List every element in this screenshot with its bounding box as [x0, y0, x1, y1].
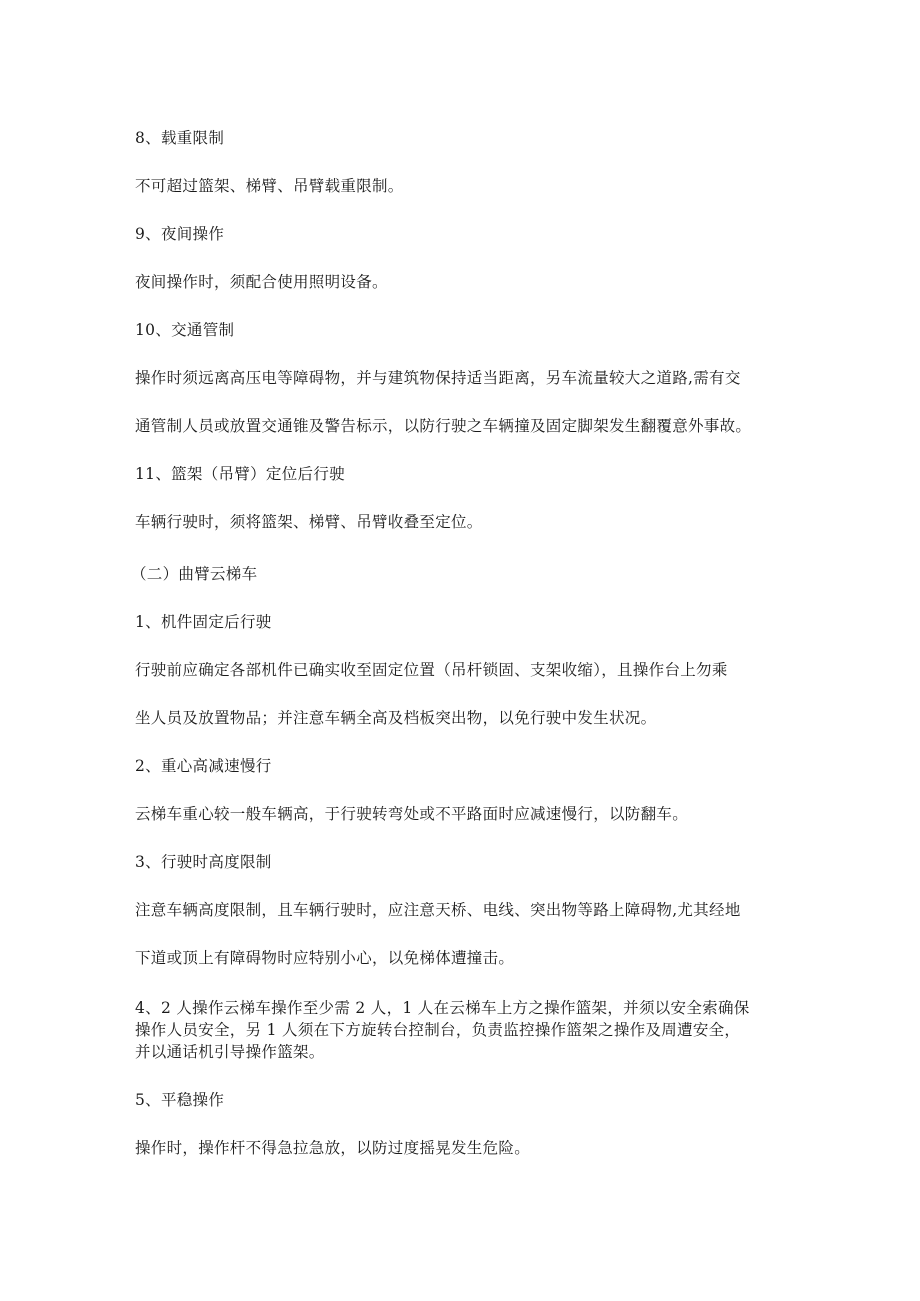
text-night-operation: 夜间操作时，须配合使用照明设备。 — [135, 273, 388, 291]
text-smooth-operation: 操作时，操作杆不得急拉急放，以防过度摇晃发生危险。 — [135, 1139, 531, 1157]
heading-smooth-operation: 5、平稳操作 — [135, 1091, 225, 1109]
heading-slow-driving: 2、重心高减速慢行 — [135, 757, 272, 775]
text-fixed-parts-line1: 行驶前应确定各部机件已确实收至固定位置（吊杆锁固、支架收缩），且操作台上勿乘 — [135, 661, 728, 679]
text-height-limit-line2: 下道或顶上有障碍物时应特别小心，以免梯体遭撞击。 — [135, 949, 515, 967]
section-heading-articulated-ladder: （二）曲臂云梯车 — [131, 565, 258, 583]
heading-traffic-control: 10、交通管制 — [135, 321, 235, 339]
text-basket-positioning: 车辆行驶时，须将篮架、梯臂、吊臂收叠至定位。 — [135, 513, 483, 531]
text-two-operators-line1: 4、2 人操作云梯车操作至少需 2 人，1 人在云梯车上方之操作篮架，并须以安全索确保 — [135, 999, 750, 1017]
text-two-operators-line3: 并以通话机引导操作篮架。 — [135, 1043, 325, 1061]
text-slow-driving: 云梯车重心较一般车辆高，于行驶转弯处或不平路面时应减速慢行，以防翻车。 — [135, 805, 689, 823]
heading-night-operation: 9、夜间操作 — [135, 225, 225, 243]
text-traffic-control-line2: 通管制人员或放置交通锥及警告标示，以防行驶之车辆撞及固定脚架发生翻覆意外事故。 — [135, 417, 752, 435]
paragraph-two-operators — [135, 997, 795, 1063]
heading-fixed-parts: 1、机件固定后行驶 — [135, 613, 272, 631]
heading-basket-positioning: 11、篮架（吊臂）定位后行驶 — [135, 465, 345, 483]
text-height-limit-line1: 注意车辆高度限制，且车辆行驶时，应注意天桥、电线、突出物等路上障碍物,尤其经地 — [135, 901, 741, 919]
text-fixed-parts-line2: 坐人员及放置物品；并注意车辆全高及档板突出物，以免行驶中发生状况。 — [135, 709, 657, 727]
heading-load-limit: 8、载重限制 — [135, 129, 225, 147]
text-load-limit: 不可超过篮架、梯臂、吊臂载重限制。 — [135, 177, 404, 195]
text-traffic-control-line1: 操作时须远离高压电等障碍物，并与建筑物保持适当距离，另车流量较大之道路,需有交 — [135, 369, 741, 387]
text-two-operators-line2: 操作人员安全，另 1 人须在下方旋转台控制台，负责监控操作篮架之操作及周遭安全， — [135, 1021, 741, 1039]
heading-height-limit: 3、行驶时高度限制 — [135, 853, 272, 871]
